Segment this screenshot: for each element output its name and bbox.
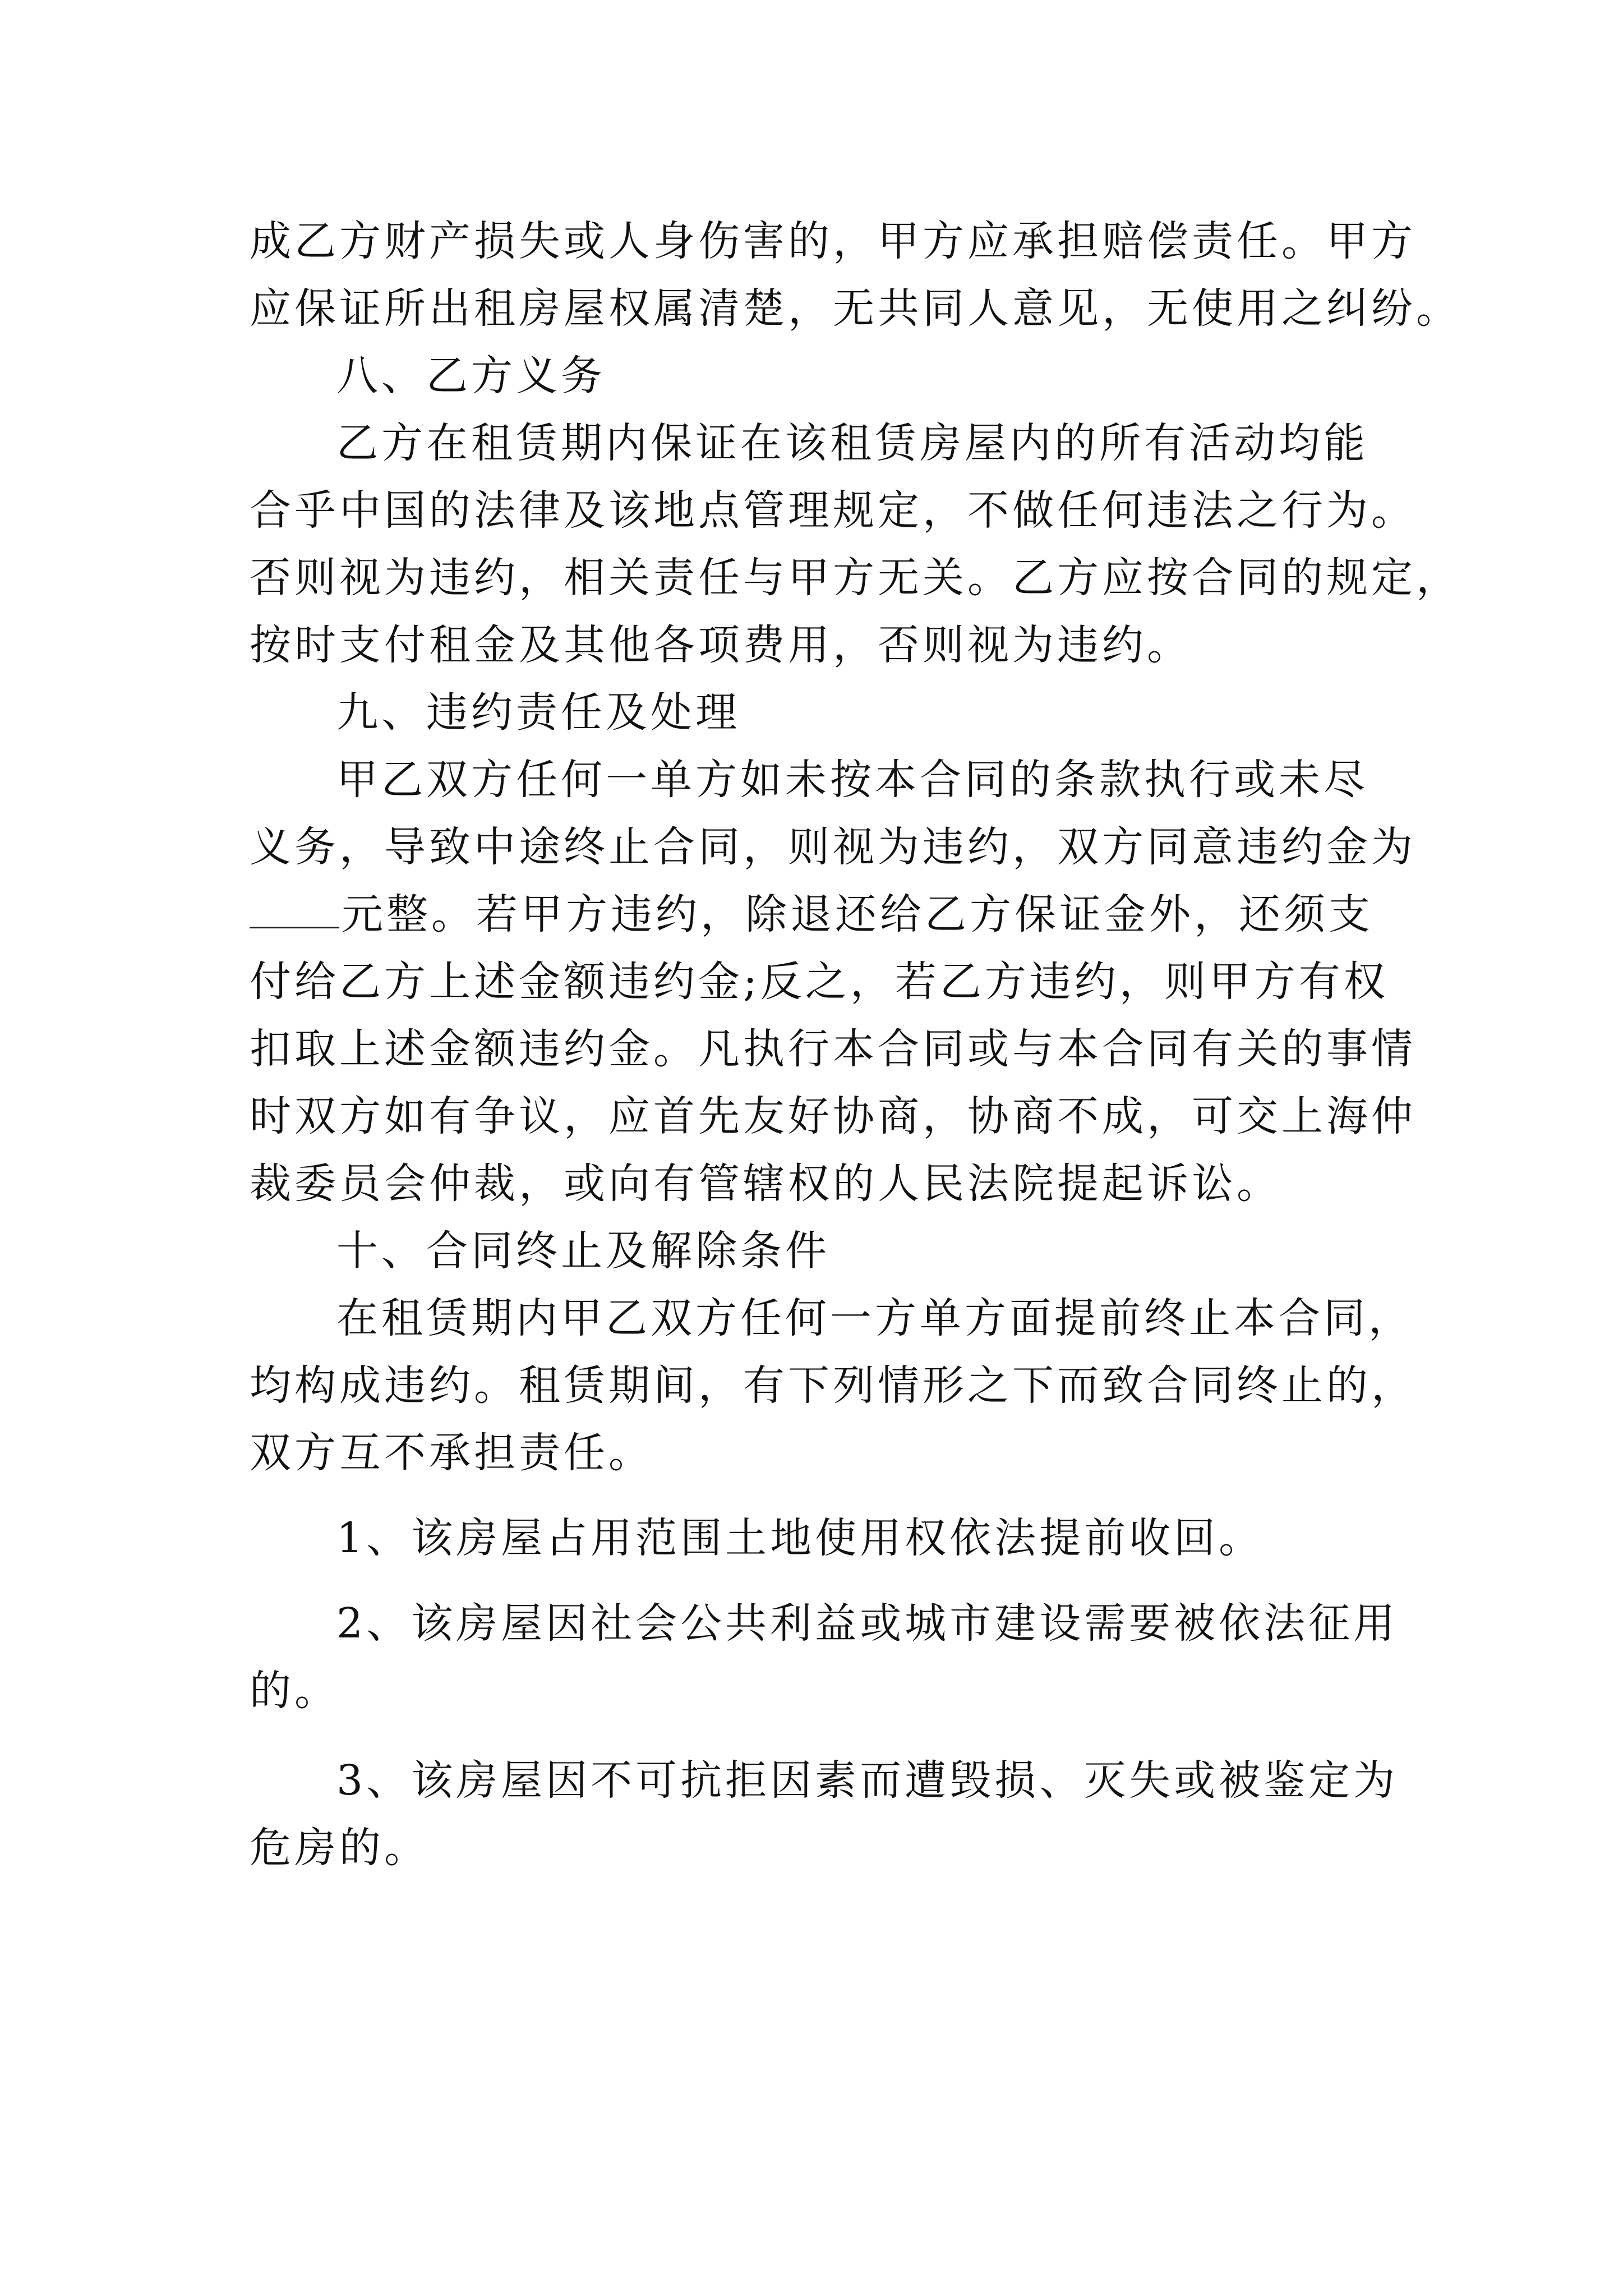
paragraph-line: 甲乙双方任何一单方如未按本合同的条款执行或未尽 [336, 756, 1368, 804]
paragraph-line: 成乙方财产损失或人身伤害的，甲方应承担赔偿责任。甲方 [250, 217, 1416, 265]
paragraph-line: 双方互不承担责任。 [250, 1429, 653, 1477]
paragraph-line: 按时支付租金及其他各项费用，否则视为违约。 [250, 621, 1192, 669]
paragraph-line: 否则视为违约，相关责任与甲方无关。乙方应按合同的规定， [250, 554, 1461, 602]
paragraph-line: 扣取上述金额违约金。凡执行本合同或与本合同有关的事情 [250, 1025, 1416, 1073]
paragraph-line: 在租赁期内甲乙双方任何一方单方面提前终止本合同， [336, 1294, 1413, 1342]
paragraph-line: 付给乙方上述金额违约金;反之，若乙方违约，则甲方有权 [250, 958, 1389, 1006]
paragraph-line: 应保证所出租房屋权属清楚，无共同人意见，无使用之纠纷。 [250, 284, 1461, 333]
paragraph-text: 元整。若甲方违约，除退还给乙方保证金外，还须支 [342, 890, 1373, 938]
list-item-2: 2、该房屋因社会公共利益或城市建设需要被依法征用 [336, 1599, 1399, 1648]
paragraph-line: 裁委员会仲裁，或向有管辖权的人民法院提起诉讼。 [250, 1159, 1281, 1208]
paragraph-line: 均构成违约。租赁期间，有下列情形之下而致合同终止的， [250, 1361, 1416, 1410]
amount-blank-field [250, 885, 339, 928]
list-item-1: 1、该房屋占用范围土地使用权依法提前收回。 [336, 1514, 1264, 1562]
list-item-2-continuation: 的。 [250, 1667, 339, 1715]
document-body [250, 208, 1461, 1881]
paragraph-line: 乙方在租赁期内保证在该租赁房屋内的所有活动均能 [336, 419, 1368, 467]
paragraph-line: 合乎中国的法律及该地点管理规定，不做任何违法之行为。 [250, 486, 1416, 535]
paragraph-line: 义务，导致中途终止合同，则视为违约，双方同意违约金为 [250, 823, 1416, 871]
section-heading-9: 九、违约责任及处理 [336, 688, 740, 737]
section-heading-8: 八、乙方义务 [336, 352, 606, 400]
list-item-3: 3、该房屋因不可抗拒因素而遭毁损、灭失或被鉴定为 [336, 1756, 1399, 1805]
list-item-3-continuation: 危房的。 [250, 1824, 429, 1872]
paragraph-line: 时双方如有争议，应首先友好协商，协商不成，可交上海仲 [250, 1092, 1416, 1140]
section-heading-10: 十、合同终止及解除条件 [336, 1227, 830, 1275]
paragraph-line-with-blank [250, 881, 1382, 948]
